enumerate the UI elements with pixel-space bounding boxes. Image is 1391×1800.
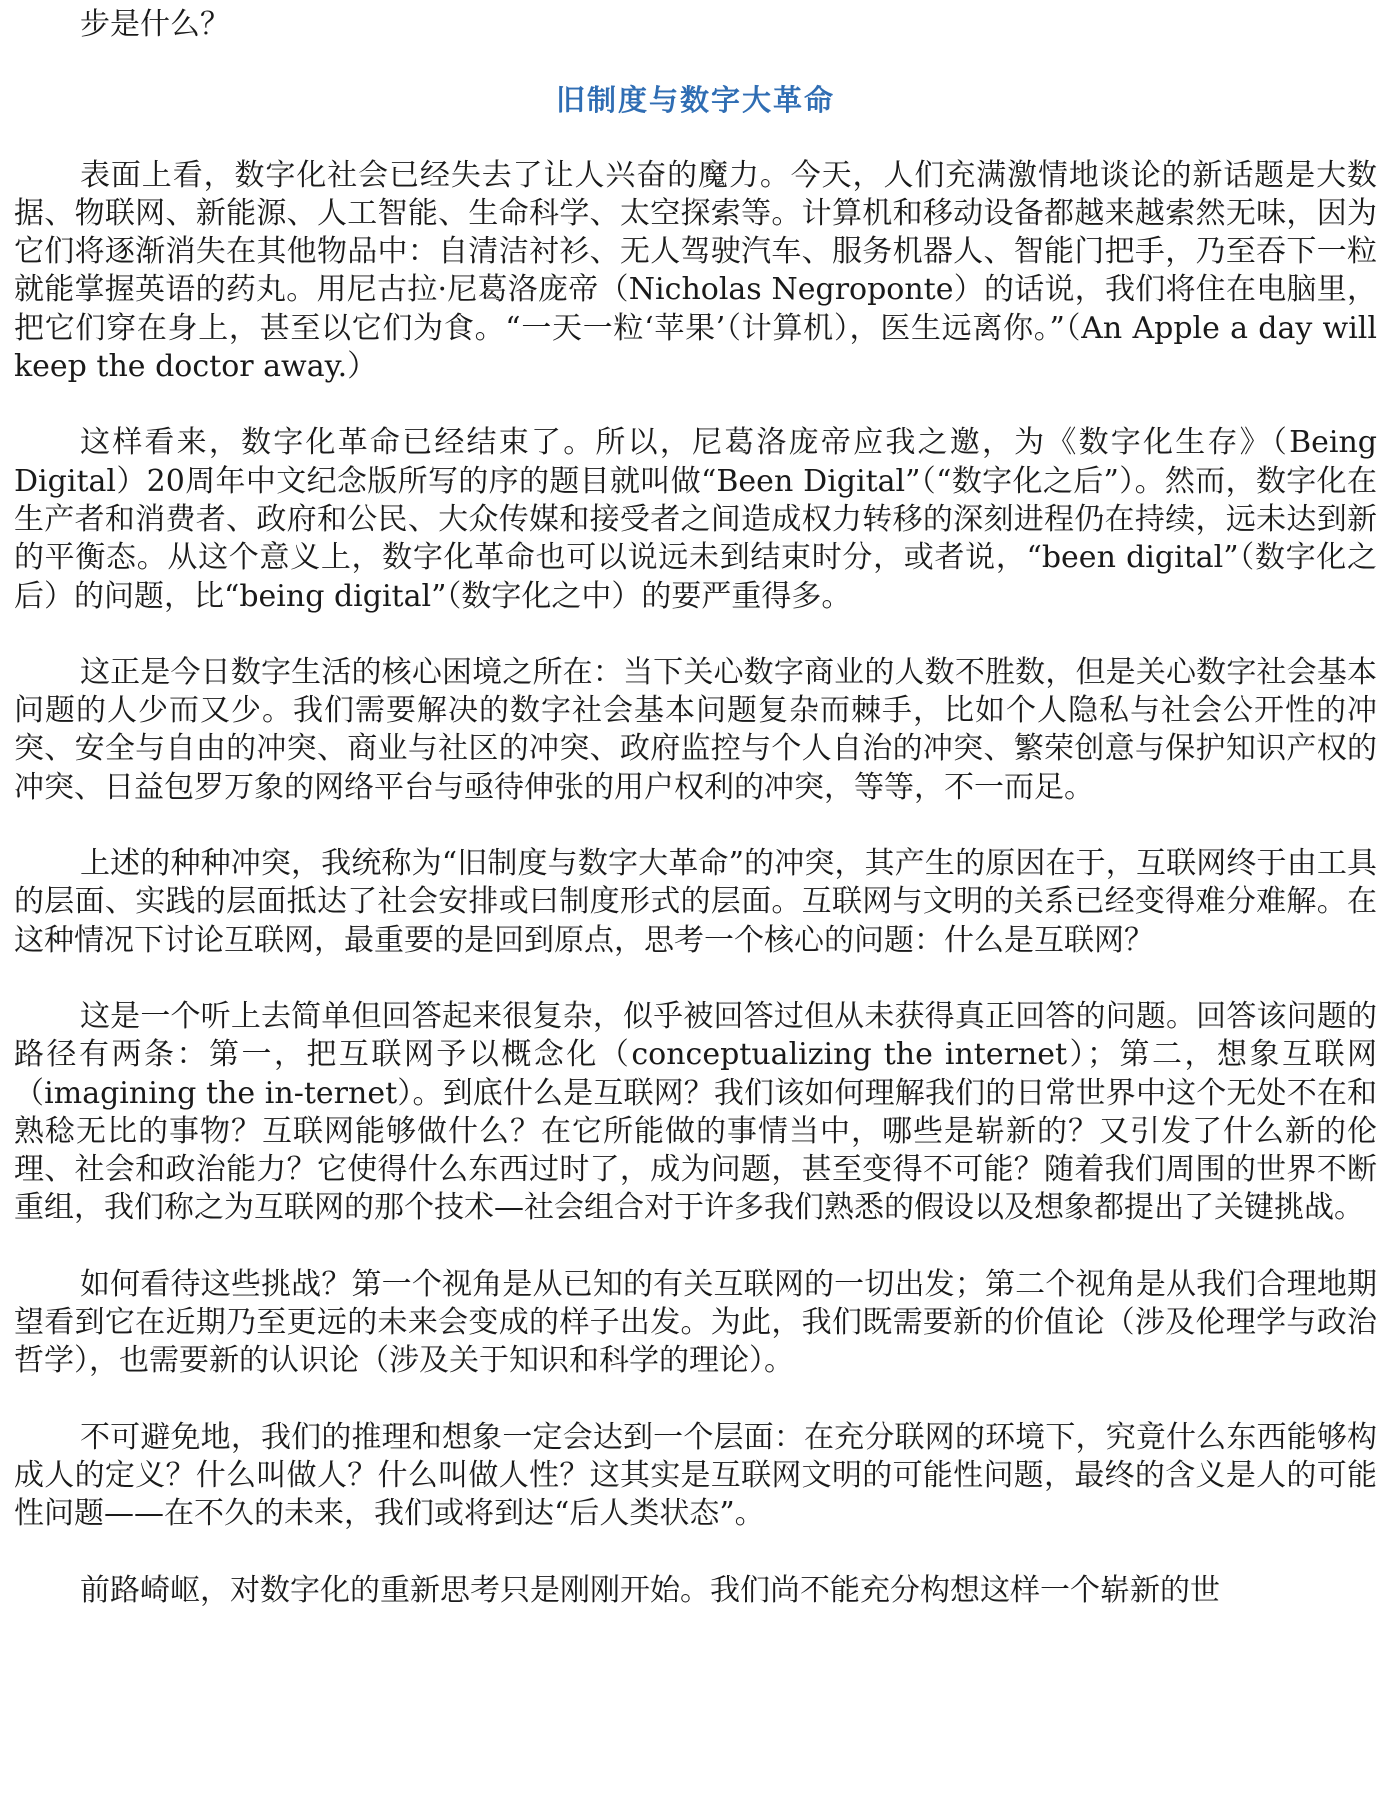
section-title: 旧制度与数字大革命 (555, 83, 835, 118)
paragraph-7: 不可避免地，我们的推理和想象一定会达到一个层面：在充分联网的环境下，究竟什么东西能够构成人的定义？什么叫做人？什么叫做人性？这其实是互联网文明的可能性问题，最终的含义是人的可能性问题——在不久的未来，我们或将到达“后人类状态”。 (14, 1419, 1377, 1532)
paragraph-3: 这正是今日数字生活的核心困境之所在：当下关心数字商业的人数不胜数，但是关心数字社会基本问题的人少而又少。我们需要解决的数字社会基本问题复杂而棘手，比如个人隐私与社会公开性的冲突、安全与自由的冲突、商业与社区的冲突、政府监控与个人自治的冲突、繁荣创意与保护知识产权的冲突、日益包罗万象的网络平台与亟待伸张的用户权利的冲突，等等，不一而足。 (14, 654, 1377, 805)
paragraph-6: 如何看待这些挑战？第一个视角是从已知的有关互联网的一切出发；第二个视角是从我们合理地期望看到它在近期乃至更远的未来会变成的样子出发。为此，我们既需要新的价值论（涉及伦理学与政治哲学），也需要新的认识论（涉及关于知识和科学的理论）。 (14, 1266, 1377, 1379)
continued-text: 步是什么？ (80, 7, 230, 42)
paragraph-4: 上述的种种冲突，我统称为“旧制度与数字大革命”的冲突，其产生的原因在于，互联网终于由工具的层面、实践的层面抵达了社会安排或曰制度形式的层面。互联网与文明的关系已经变得难分难解。在这种情况下讨论互联网，最重要的是回到原点，思考一个核心的问题：什么是互联网？ (14, 846, 1377, 958)
paragraph-2: 这样看来，数字化革命已经结束了。所以，尼葛洛庞帝应我之邀，为《数字化生存》（Being Digital）20周年中文纪念版所写的序的题目就叫做“Been Digital”（“数字化之后”）。然而，数字化在生产者和消费者、政府和公民、大众传媒和接受者之间造成权力转移的深刻进程仍在持续，远未达到新的平衡态。从这个意义上，数字化革命也可以说远未到结束时分，或者说，“been digital”（数字化之后）的问题，比“being digital”（数字化之中）的要严重得多。 (14, 425, 1377, 614)
paragraph-1: 表面上看，数字化社会已经失去了让人兴奋的魔力。今天，人们充满激情地谈论的新话题是大数据、物联网、新能源、人工智能、生命科学、太空探索等。计算机和移动设备都越来越索然无味，因为它们将逐渐消失在其他物品中：自清洁衬衫、无人驾驶汽车、服务机器人、智能门把手，乃至吞下一粒就能掌握英语的药丸。用尼古拉·尼葛洛庞帝（Nicholas Negroponte）的话说，我们将住在电脑里，把它们穿在身上，甚至以它们为食。“一天一粒‘苹果’（计算机），医生远离你。”（An Apple a day will keep the doctor away.） (14, 157, 1377, 385)
paragraph-5: 这是一个听上去简单但回答起来很复杂，似乎被回答过但从未获得真正回答的问题。回答该问题的路径有两条：第一，把互联网予以概念化（conceptualizing the internet）；第二，想象互联网（imagining the in-ternet）。到底什么是互联网？我们该如何理解我们的日常世界中这个无处不在和熟稔无比的事物？互联网能够做什么？在它所能做的事情当中，哪些是崭新的？又引发了什么新的伦理、社会和政治能力？它使得什么东西过时了，成为问题，甚至变得不可能？随着我们周围的世界不断重组，我们称之为互联网的那个技术—社会组合对于许多我们熟悉的假设以及想象都提出了关键挑战。 (14, 998, 1377, 1226)
paragraph-8: 前路崎岖，对数字化的重新思考只是刚刚开始。我们尚不能充分构想这样一个崭新的世 (80, 1572, 1220, 1608)
document-page (14, 6, 1377, 1648)
